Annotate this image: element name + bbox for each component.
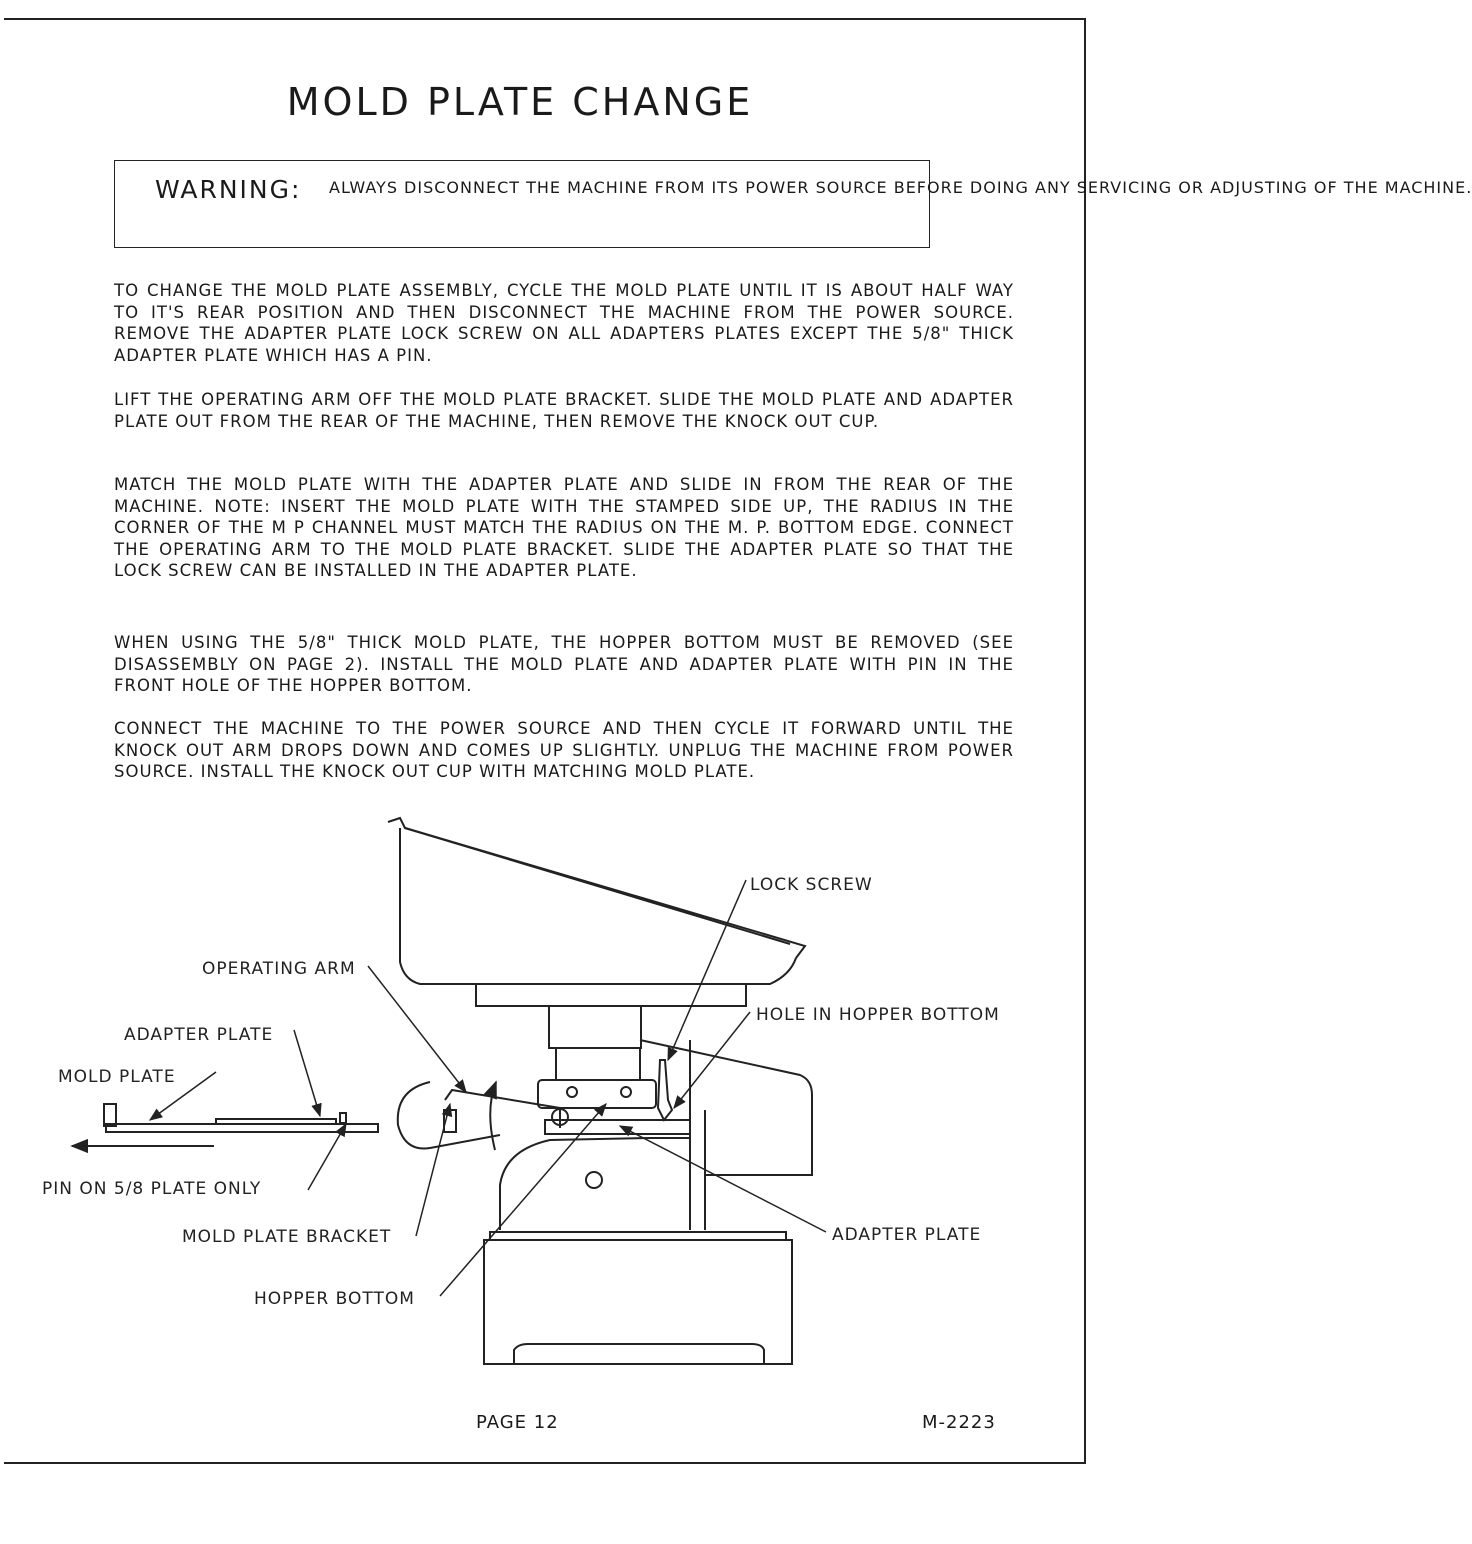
label-lock-screw: LOCK SCREW [750, 875, 873, 895]
label-mold-plate-bracket: MOLD PLATE BRACKET [182, 1227, 392, 1247]
paragraph-lift-arm: LIFT THE OPERATING ARM OFF THE MOLD PLATE BRACKET. SLIDE THE MOLD PLATE AND ADAPTER PLATE OUT FROM THE REAR OF THE MACHINE, THEN REMOVE THE KNOCK OUT CUP. [114, 390, 1014, 431]
paragraph-five-eighths-plate: WHEN USING THE 5/8" THICK MOLD PLATE, THE HOPPER BOTTOM MUST BE REMOVED (SEE DISASSEMBLY ON PAGE 2). INSTALL THE MOLD PLATE AND ADAPTER PLATE WITH PIN IN THE FRONT HOLE OF THE HOPPER BOTTOM. [114, 633, 1014, 695]
page-title: MOLD PLATE CHANGE [286, 80, 754, 124]
label-mold-plate: MOLD PLATE [58, 1067, 176, 1087]
hopper-tray [388, 818, 805, 1006]
label-hole-in-hopper-bottom: HOLE IN HOPPER BOTTOM [756, 1005, 1000, 1025]
paragraph-connect-machine: CONNECT THE MACHINE TO THE POWER SOURCE AND THEN CYCLE IT FORWARD UNTIL THE KNOCK OUT ARM DROPS DOWN AND COMES UP SLIGHTLY. UNPLUG THE MACHINE FROM POWER SOURCE. INSTALL THE KNOCK OUT CUP WITH MATCHING MOLD PLATE. [114, 719, 1014, 781]
warning-box [114, 160, 1472, 248]
label-pin-on-plate: PIN ON 5/8 PLATE ONLY [42, 1179, 262, 1199]
paragraph-change-assembly: TO CHANGE THE MOLD PLATE ASSEMBLY, CYCLE THE MOLD PLATE UNTIL IT IS ABOUT HALF WAY TO IT'S REAR POSITION AND THEN DISCONNECT THE MACHINE FROM THE POWER SOURCE. REMOVE THE ADAPTER PLATE LOCK SCREW ON ALL ADAPTERS PLATES EXCEPT THE 5/8" THICK ADAPTER PLATE WHICH HAS A PIN. [114, 281, 1014, 365]
document-code: M-2223 [922, 1412, 996, 1433]
paragraph-match-plates: MATCH THE MOLD PLATE WITH THE ADAPTER PLATE AND SLIDE IN FROM THE REAR OF THE MACHINE. NOTE: INSERT THE MOLD PLATE WITH THE STAMPED SIDE UP, THE RADIUS IN THE CORNER OF THE M P CHANNEL MUST MATCH THE RADIUS ON THE M. P. BOTTOM EDGE. CONNECT THE OPERATING ARM TO THE MOLD PLATE BRACKET. SLIDE THE ADAPTER PLATE SO THAT THE LOCK SCREW CAN BE INSTALLED IN THE ADAPTER PLATE. [114, 475, 1014, 580]
label-operating-arm: OPERATING ARM [202, 959, 356, 979]
mold-plate-detail [72, 1082, 496, 1150]
page-number: PAGE 12 [476, 1412, 559, 1433]
warning-text: ALWAYS DISCONNECT THE MACHINE FROM ITS POWER SOURCE BEFORE DOING ANY SERVICING OR ADJUSTING OF THE MACHINE. [329, 178, 1472, 197]
machine-diagram [0, 810, 1100, 1390]
label-adapter-plate-left: ADAPTER PLATE [124, 1025, 274, 1045]
label-hopper-bottom: HOPPER BOTTOM [254, 1289, 415, 1309]
machine-body [484, 1006, 812, 1364]
label-adapter-plate-right: ADAPTER PLATE [832, 1225, 982, 1245]
warning-label: WARNING: [155, 175, 302, 204]
